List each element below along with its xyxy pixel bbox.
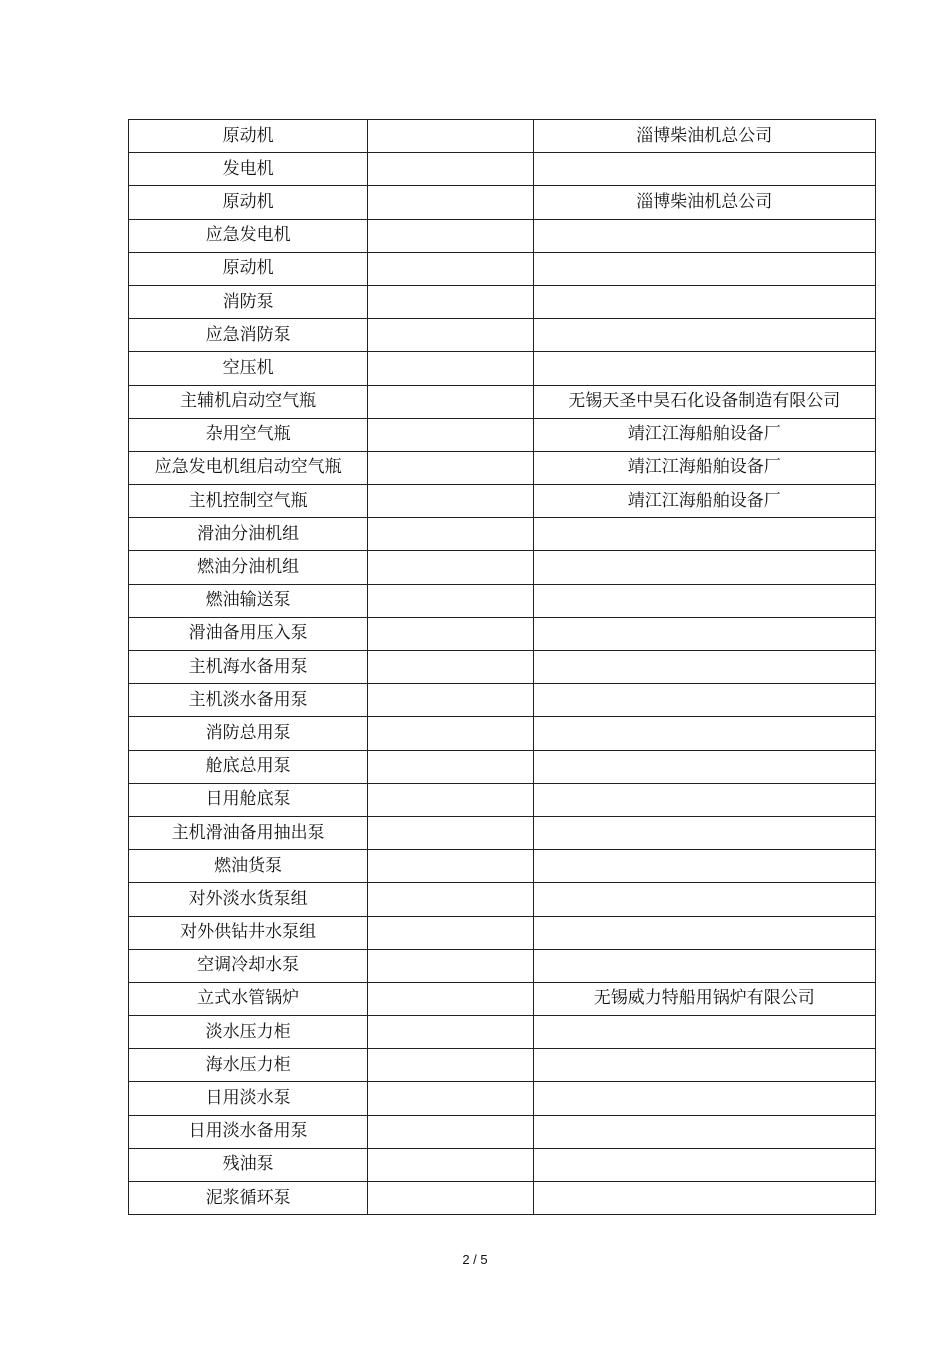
table-row — [129, 850, 876, 883]
spec-cell — [368, 451, 533, 484]
table-row — [129, 1182, 876, 1215]
equipment-table — [128, 119, 876, 1215]
manufacturer-cell — [533, 783, 875, 816]
spec-cell — [368, 319, 533, 352]
table-row — [129, 1148, 876, 1181]
manufacturer-cell — [533, 153, 875, 186]
table-row — [129, 219, 876, 252]
equipment-name-cell: 海水压力柜 — [129, 1049, 368, 1082]
table-row — [129, 584, 876, 617]
spec-cell — [368, 717, 533, 750]
equipment-name-cell: 主辅机启动空气瓶 — [129, 385, 368, 418]
manufacturer-cell — [533, 916, 875, 949]
equipment-name-cell: 发电机 — [129, 153, 368, 186]
equipment-name-cell: 主机海水备用泵 — [129, 651, 368, 684]
manufacturer-cell — [533, 319, 875, 352]
table-row — [129, 418, 876, 451]
equipment-name-cell: 原动机 — [129, 186, 368, 219]
manufacturer-cell: 无锡威力特船用锅炉有限公司 — [533, 982, 875, 1015]
table-row — [129, 750, 876, 783]
spec-cell — [368, 551, 533, 584]
spec-cell — [368, 651, 533, 684]
manufacturer-cell — [533, 1182, 875, 1215]
equipment-name-cell: 对外供钻井水泵组 — [129, 916, 368, 949]
table-row — [129, 949, 876, 982]
manufacturer-cell — [533, 584, 875, 617]
table-row — [129, 252, 876, 285]
manufacturer-cell — [533, 684, 875, 717]
table-row — [129, 816, 876, 849]
equipment-name-cell: 杂用空气瓶 — [129, 418, 368, 451]
manufacturer-cell — [533, 717, 875, 750]
table-row — [129, 518, 876, 551]
spec-cell — [368, 1115, 533, 1148]
manufacturer-cell — [533, 883, 875, 916]
table-row — [129, 153, 876, 186]
spec-cell — [368, 352, 533, 385]
manufacturer-cell — [533, 1016, 875, 1049]
spec-cell — [368, 1016, 533, 1049]
manufacturer-cell — [533, 518, 875, 551]
spec-cell — [368, 518, 533, 551]
equipment-name-cell: 主机淡水备用泵 — [129, 684, 368, 717]
equipment-name-cell: 原动机 — [129, 120, 368, 153]
equipment-name-cell: 泥浆循环泵 — [129, 1182, 368, 1215]
equipment-name-cell: 空压机 — [129, 352, 368, 385]
manufacturer-cell: 靖江江海船舶设备厂 — [533, 485, 875, 518]
table-row — [129, 485, 876, 518]
spec-cell — [368, 783, 533, 816]
table-row — [129, 120, 876, 153]
manufacturer-cell — [533, 1049, 875, 1082]
equipment-name-cell: 日用淡水泵 — [129, 1082, 368, 1115]
table-row — [129, 1115, 876, 1148]
spec-cell — [368, 883, 533, 916]
equipment-name-cell: 主机控制空气瓶 — [129, 485, 368, 518]
manufacturer-cell — [533, 1082, 875, 1115]
spec-cell — [368, 153, 533, 186]
equipment-name-cell: 滑油分油机组 — [129, 518, 368, 551]
spec-cell — [368, 684, 533, 717]
table-row — [129, 1049, 876, 1082]
equipment-name-cell: 应急消防泵 — [129, 319, 368, 352]
table-row — [129, 451, 876, 484]
table-row — [129, 617, 876, 650]
manufacturer-cell: 靖江江海船舶设备厂 — [533, 451, 875, 484]
equipment-name-cell: 日用舱底泵 — [129, 783, 368, 816]
equipment-name-cell: 原动机 — [129, 252, 368, 285]
spec-cell — [368, 285, 533, 318]
spec-cell — [368, 385, 533, 418]
equipment-name-cell: 主机滑油备用抽出泵 — [129, 816, 368, 849]
spec-cell — [368, 584, 533, 617]
equipment-name-cell: 舱底总用泵 — [129, 750, 368, 783]
equipment-name-cell: 应急发电机 — [129, 219, 368, 252]
table-row — [129, 385, 876, 418]
spec-cell — [368, 1082, 533, 1115]
equipment-name-cell: 消防泵 — [129, 285, 368, 318]
manufacturer-cell — [533, 1115, 875, 1148]
equipment-name-cell: 日用淡水备用泵 — [129, 1115, 368, 1148]
spec-cell — [368, 485, 533, 518]
equipment-name-cell: 空调冷却水泵 — [129, 949, 368, 982]
manufacturer-cell: 淄博柴油机总公司 — [533, 120, 875, 153]
spec-cell — [368, 1049, 533, 1082]
table-row — [129, 551, 876, 584]
equipment-name-cell: 对外淡水货泵组 — [129, 883, 368, 916]
spec-cell — [368, 750, 533, 783]
equipment-name-cell: 淡水压力柜 — [129, 1016, 368, 1049]
manufacturer-cell — [533, 949, 875, 982]
equipment-name-cell: 立式水管锅炉 — [129, 982, 368, 1015]
equipment-name-cell: 残油泵 — [129, 1148, 368, 1181]
manufacturer-cell — [533, 617, 875, 650]
spec-cell — [368, 418, 533, 451]
manufacturer-cell — [533, 252, 875, 285]
equipment-table-body — [129, 120, 876, 1215]
spec-cell — [368, 949, 533, 982]
equipment-name-cell: 燃油输送泵 — [129, 584, 368, 617]
table-row — [129, 982, 876, 1015]
spec-cell — [368, 219, 533, 252]
equipment-name-cell: 消防总用泵 — [129, 717, 368, 750]
table-row — [129, 1016, 876, 1049]
equipment-name-cell: 燃油货泵 — [129, 850, 368, 883]
table-row — [129, 186, 876, 219]
table-row — [129, 1082, 876, 1115]
table-row — [129, 319, 876, 352]
spec-cell — [368, 186, 533, 219]
manufacturer-cell — [533, 1148, 875, 1181]
spec-cell — [368, 816, 533, 849]
table-row — [129, 352, 876, 385]
manufacturer-cell — [533, 285, 875, 318]
table-row — [129, 717, 876, 750]
spec-cell — [368, 617, 533, 650]
spec-cell — [368, 1148, 533, 1181]
table-row — [129, 285, 876, 318]
manufacturer-cell — [533, 816, 875, 849]
manufacturer-cell — [533, 850, 875, 883]
manufacturer-cell: 无锡天圣中昊石化设备制造有限公司 — [533, 385, 875, 418]
manufacturer-cell — [533, 651, 875, 684]
manufacturer-cell: 淄博柴油机总公司 — [533, 186, 875, 219]
table-row — [129, 916, 876, 949]
spec-cell — [368, 252, 533, 285]
table-row — [129, 883, 876, 916]
table-row — [129, 684, 876, 717]
manufacturer-cell: 靖江江海船舶设备厂 — [533, 418, 875, 451]
equipment-name-cell: 应急发电机组启动空气瓶 — [129, 451, 368, 484]
spec-cell — [368, 850, 533, 883]
manufacturer-cell — [533, 750, 875, 783]
spec-cell — [368, 120, 533, 153]
spec-cell — [368, 1182, 533, 1215]
manufacturer-cell — [533, 352, 875, 385]
manufacturer-cell — [533, 551, 875, 584]
table-row — [129, 651, 876, 684]
table-row — [129, 783, 876, 816]
equipment-name-cell: 燃油分油机组 — [129, 551, 368, 584]
equipment-name-cell: 滑油备用压入泵 — [129, 617, 368, 650]
manufacturer-cell — [533, 219, 875, 252]
spec-cell — [368, 916, 533, 949]
page-number: 2 / 5 — [462, 1252, 488, 1267]
spec-cell — [368, 982, 533, 1015]
